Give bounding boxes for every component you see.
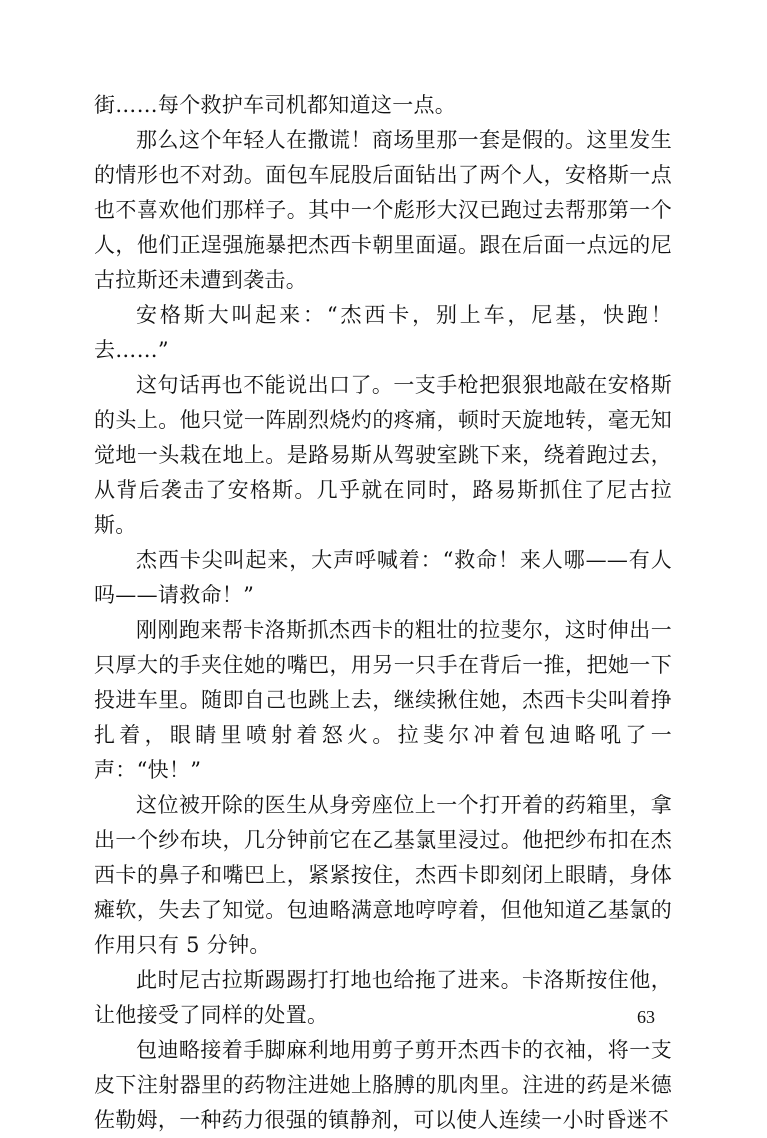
paragraph-1: 街……每个救护车司机都知道这一点。 [94, 93, 457, 117]
paragraph-6: 刚刚跑来帮卡洛斯抓杰西卡的粗壮的拉斐尔，这时伸出一只厚大的手夹住她的嘴巴，用另一只手在背后一推，把她一下投进车里。随即自己也跳上去，继续揪住她，杰西卡尖叫着挣扎着，眼睛里喷射着怒火。拉斐尔冲着包迪略吼了一声：“快！” [94, 618, 672, 782]
paragraph-9: 包迪略接着手脚麻利地用剪子剪开杰西卡的衣袖，将一支皮下注射器里的药物注进她上胳膊的肌肉里。注进的药是米德佐勒姆，一种药力很强的镇静剂，可以使人连续一小时昏迷不 [94, 1038, 672, 1132]
paragraph-4: 这句话再也不能说出口了。一支手枪把狠狠地敲在安格斯的头上。他只觉一阵剧烈烧灼的疼痛，顿时天旋地转，毫无知觉地一头栽在地上。是路易斯从驾驶室跳下来，绕着跑过去，从背后袭击了安格斯。几乎就在同时，路易斯抓住了尼古拉斯。 [94, 373, 672, 537]
paragraph-5: 杰西卡尖叫起来，大声呼喊着：“救命！来人哪——有人吗——请救命！” [94, 548, 672, 607]
paragraph-3: 安格斯大叫起来：“杰西卡，别上车，尼基，快跑！去……” [94, 303, 672, 362]
page-number: 63 [637, 1007, 655, 1027]
paragraph-8: 此时尼古拉斯踢踢打打地也给拖了进来。卡洛斯按住他，让他接受了同样的处置。 [94, 968, 672, 1027]
paragraph-2: 那么这个年轻人在撒谎！商场里那一套是假的。这里发生的情形也不对劲。面包车屁股后面钻出了两个人，安格斯一点也不喜欢他们那样子。其中一个彪形大汉已跑过去帮那第一个人，他们正逞强施暴把杰西卡朝里面逼。跟在后面一点远的尼古拉斯还未遭到袭击。 [94, 128, 672, 292]
page-body [94, 88, 672, 1138]
paragraph-7: 这位被开除的医生从身旁座位上一个打开着的药箱里，拿出一个纱布块，几分钟前它在乙基氯里浸过。他把纱布扣在杰西卡的鼻子和嘴巴上，紧紧按住，杰西卡即刻闭上眼睛，身体瘫软，失去了知觉。包迪略满意地哼哼着，但他知道乙基氯的作用只有 5 分钟。 [94, 793, 672, 957]
